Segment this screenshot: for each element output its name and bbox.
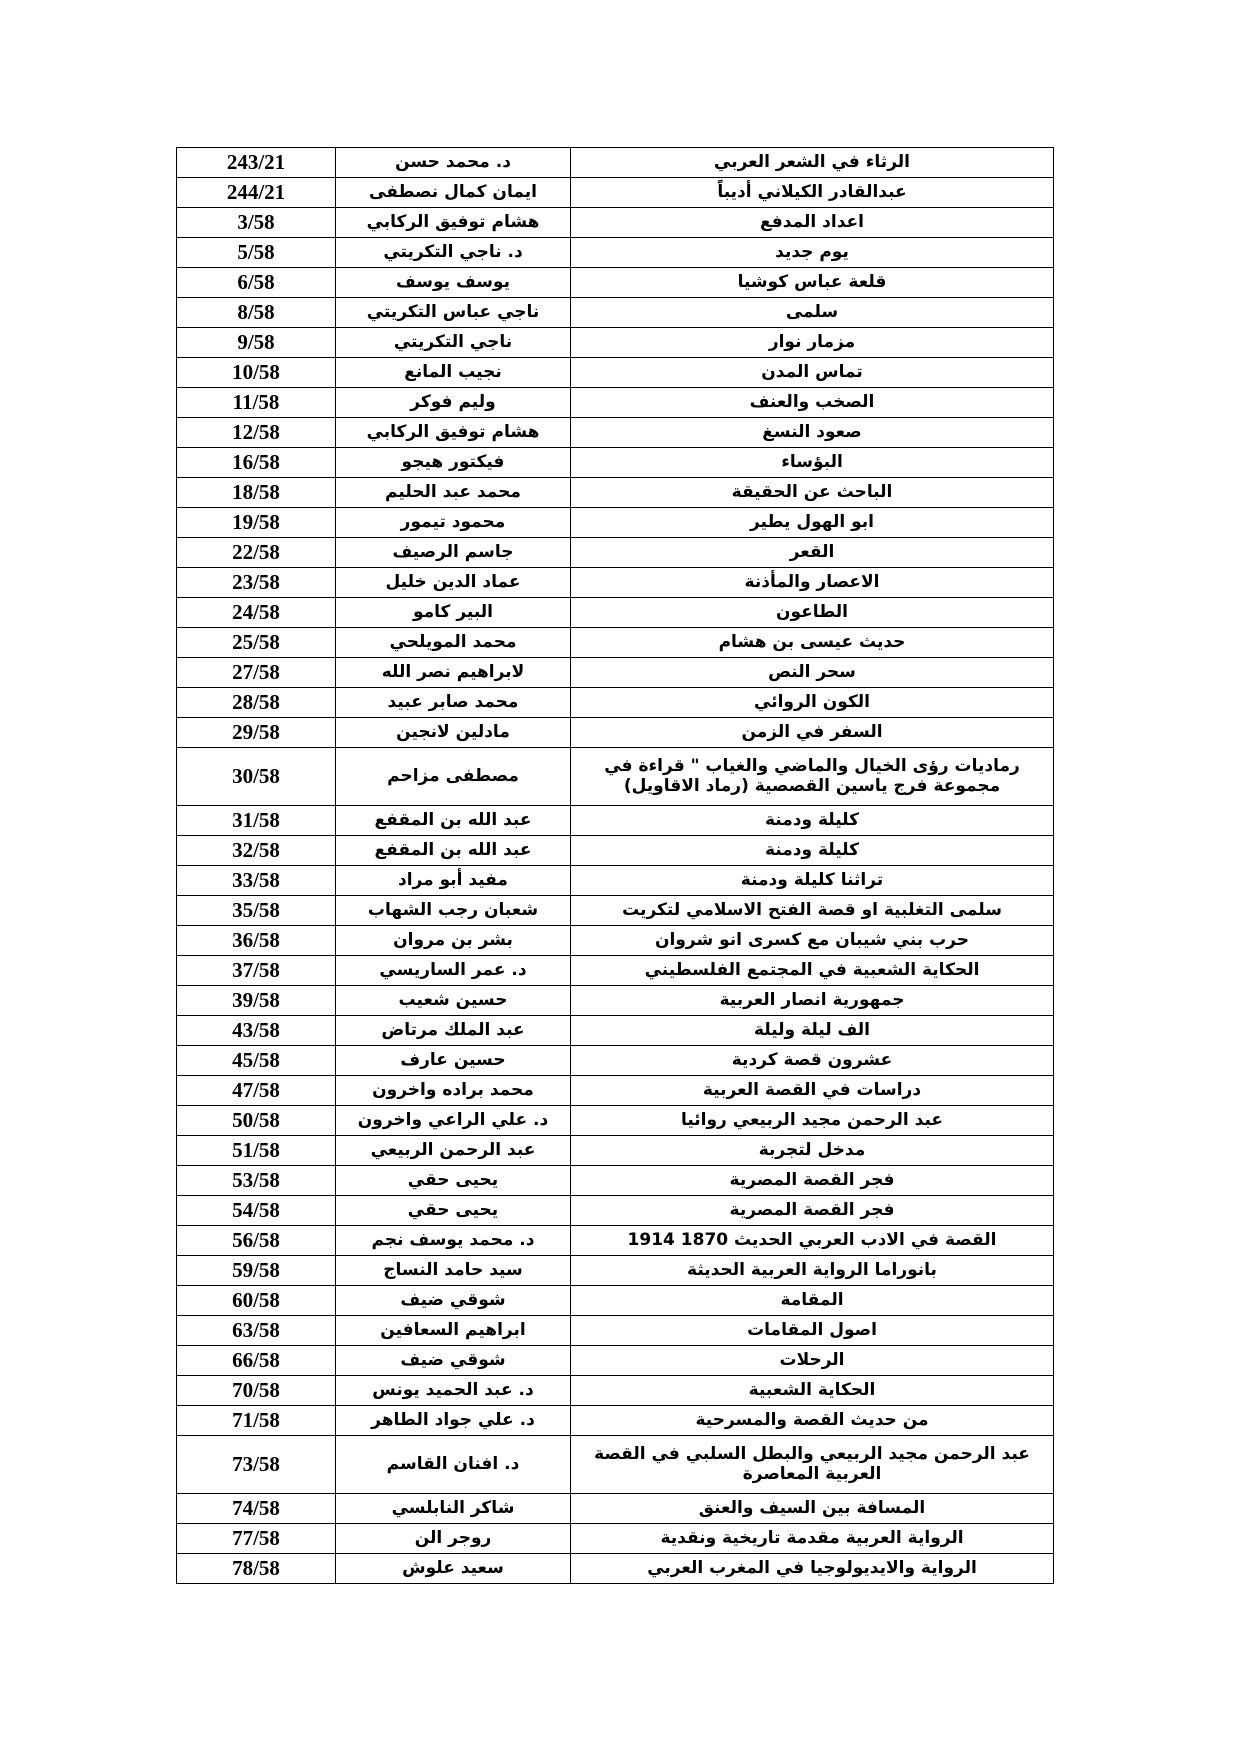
title-cell: سلمى التغلبية او قصة الفتح الاسلامي لتكريت (571, 896, 1054, 926)
code-cell: 18/58 (177, 478, 336, 508)
table-row (177, 1524, 1054, 1554)
title-cell: مدخل لتجربة (571, 1136, 1054, 1166)
title-cell: الصخب والعنف (571, 388, 1054, 418)
title-cell: من حديث القصة والمسرحية (571, 1406, 1054, 1436)
title-cell: كليلة ودمنة (571, 836, 1054, 866)
title-cell: عبد الرحمن مجيد الربيعي روائيا (571, 1106, 1054, 1136)
code-cell: 243/21 (177, 148, 336, 178)
code-cell: 9/58 (177, 328, 336, 358)
title-cell: الكون الروائي (571, 688, 1054, 718)
author-cell: مصطفى مزاحم (336, 748, 571, 806)
code-cell: 53/58 (177, 1166, 336, 1196)
code-cell: 59/58 (177, 1256, 336, 1286)
title-cell: تراثنا كليلة ودمنة (571, 866, 1054, 896)
table-row (177, 268, 1054, 298)
catalog-table (176, 147, 1054, 1584)
title-cell: ابو الهول يطير (571, 508, 1054, 538)
author-cell: لابراهيم نصر الله (336, 658, 571, 688)
table-row (177, 1436, 1054, 1494)
author-cell: محمد المويلحي (336, 628, 571, 658)
table-row (177, 836, 1054, 866)
table-row (177, 568, 1054, 598)
author-cell: د. محمد حسن (336, 148, 571, 178)
table-row (177, 178, 1054, 208)
code-cell: 50/58 (177, 1106, 336, 1136)
code-cell: 35/58 (177, 896, 336, 926)
title-cell: الحكاية الشعبية في المجتمع الفلسطيني (571, 956, 1054, 986)
title-cell: الاعصار والمأذنة (571, 568, 1054, 598)
code-cell: 45/58 (177, 1046, 336, 1076)
table-row (177, 508, 1054, 538)
table-row (177, 866, 1054, 896)
title-cell: الف ليلة وليلة (571, 1016, 1054, 1046)
code-cell: 33/58 (177, 866, 336, 896)
table-row (177, 358, 1054, 388)
title-cell: المسافة بين السيف والعنق (571, 1494, 1054, 1524)
title-cell: الرثاء في الشعر العربي (571, 148, 1054, 178)
code-cell: 54/58 (177, 1196, 336, 1226)
title-cell: اعداد المدفع (571, 208, 1054, 238)
title-cell: فجر القصة المصرية (571, 1196, 1054, 1226)
code-cell: 244/21 (177, 178, 336, 208)
title-cell: عشرون قصة كردية (571, 1046, 1054, 1076)
code-cell: 56/58 (177, 1226, 336, 1256)
author-cell: شوقي ضيف (336, 1286, 571, 1316)
code-cell: 66/58 (177, 1346, 336, 1376)
title-cell: سحر النص (571, 658, 1054, 688)
code-cell: 39/58 (177, 986, 336, 1016)
table-row (177, 1226, 1054, 1256)
table-row (177, 926, 1054, 956)
author-cell: مادلين لانجين (336, 718, 571, 748)
table-row (177, 298, 1054, 328)
author-cell: ناجي التكريتي (336, 328, 571, 358)
table-row (177, 806, 1054, 836)
table-row (177, 598, 1054, 628)
table-row (177, 1016, 1054, 1046)
author-cell: وليم فوكر (336, 388, 571, 418)
author-cell: مفيد أبو مراد (336, 866, 571, 896)
author-cell: ايمان كمال نصطفى (336, 178, 571, 208)
code-cell: 78/58 (177, 1554, 336, 1584)
code-cell: 24/58 (177, 598, 336, 628)
title-cell: حرب بني شيبان مع كسرى انو شروان (571, 926, 1054, 956)
code-cell: 74/58 (177, 1494, 336, 1524)
code-cell: 73/58 (177, 1436, 336, 1494)
author-cell: نجيب المانع (336, 358, 571, 388)
title-cell: المقامة (571, 1286, 1054, 1316)
author-cell: ابراهيم السعافين (336, 1316, 571, 1346)
code-cell: 60/58 (177, 1286, 336, 1316)
author-cell: د. عمر الساريسي (336, 956, 571, 986)
table-row (177, 896, 1054, 926)
table-row (177, 478, 1054, 508)
author-cell: عبد الله بن المقفع (336, 806, 571, 836)
code-cell: 43/58 (177, 1016, 336, 1046)
author-cell: د. محمد يوسف نجم (336, 1226, 571, 1256)
table-row (177, 748, 1054, 806)
title-cell: اصول المقامات (571, 1316, 1054, 1346)
table-row (177, 1166, 1054, 1196)
table-row (177, 208, 1054, 238)
code-cell: 77/58 (177, 1524, 336, 1554)
table-row (177, 986, 1054, 1016)
code-cell: 47/58 (177, 1076, 336, 1106)
table-row (177, 688, 1054, 718)
author-cell: جاسم الرصيف (336, 538, 571, 568)
code-cell: 23/58 (177, 568, 336, 598)
table-row (177, 388, 1054, 418)
author-cell: عماد الدين خليل (336, 568, 571, 598)
table-row (177, 448, 1054, 478)
code-cell: 11/58 (177, 388, 336, 418)
code-cell: 71/58 (177, 1406, 336, 1436)
code-cell: 25/58 (177, 628, 336, 658)
code-cell: 27/58 (177, 658, 336, 688)
code-cell: 32/58 (177, 836, 336, 866)
author-cell: د. ناجي التكريتي (336, 238, 571, 268)
author-cell: يحيى حقي (336, 1166, 571, 1196)
table-row (177, 1406, 1054, 1436)
author-cell: محمود تيمور (336, 508, 571, 538)
title-cell: حديث عيسى بن هشام (571, 628, 1054, 658)
code-cell: 31/58 (177, 806, 336, 836)
code-cell: 28/58 (177, 688, 336, 718)
code-cell: 22/58 (177, 538, 336, 568)
author-cell: د. افنان القاسم (336, 1436, 571, 1494)
author-cell: فيكتور هيجو (336, 448, 571, 478)
author-cell: د. علي جواد الطاهر (336, 1406, 571, 1436)
code-cell: 16/58 (177, 448, 336, 478)
table-row (177, 1286, 1054, 1316)
author-cell: محمد صابر عبيد (336, 688, 571, 718)
title-cell: مزمار نوار (571, 328, 1054, 358)
table-row (177, 1136, 1054, 1166)
title-cell: الباحث عن الحقيقة (571, 478, 1054, 508)
title-cell: بانوراما الرواية العربية الحديثة (571, 1256, 1054, 1286)
author-cell: د. علي الراعي واخرون (336, 1106, 571, 1136)
table-row (177, 1376, 1054, 1406)
table-row (177, 1494, 1054, 1524)
author-cell: محمد براده واخرون (336, 1076, 571, 1106)
title-cell: كليلة ودمنة (571, 806, 1054, 836)
title-cell: القعر (571, 538, 1054, 568)
table-row (177, 628, 1054, 658)
title-cell: الطاعون (571, 598, 1054, 628)
title-cell: فجر القصة المصرية (571, 1166, 1054, 1196)
table-row (177, 1196, 1054, 1226)
table-row (177, 1316, 1054, 1346)
author-cell: عبد الله بن المقفع (336, 836, 571, 866)
author-cell: شوقي ضيف (336, 1346, 571, 1376)
title-cell: البؤساء (571, 448, 1054, 478)
author-cell: يوسف يوسف (336, 268, 571, 298)
title-cell: السفر في الزمن (571, 718, 1054, 748)
author-cell: شعبان رجب الشهاب (336, 896, 571, 926)
code-cell: 10/58 (177, 358, 336, 388)
author-cell: سيد حامد النساج (336, 1256, 571, 1286)
author-cell: ناجي عباس التكريتي (336, 298, 571, 328)
title-cell: القصة في الادب العربي الحديث 1870 1914 (571, 1226, 1054, 1256)
table-row (177, 538, 1054, 568)
code-cell: 30/58 (177, 748, 336, 806)
author-cell: يحيى حقي (336, 1196, 571, 1226)
code-cell: 51/58 (177, 1136, 336, 1166)
title-cell: رماديات رؤى الخيال والماضي والغياب " قراءة في مجموعة فرج ياسين القصصية (رماد الاقاويل) (571, 748, 1054, 806)
code-cell: 29/58 (177, 718, 336, 748)
author-cell: حسين عارف (336, 1046, 571, 1076)
author-cell: عبد الملك مرتاض (336, 1016, 571, 1046)
author-cell: شاكر النابلسي (336, 1494, 571, 1524)
table-row (177, 658, 1054, 688)
code-cell: 6/58 (177, 268, 336, 298)
code-cell: 37/58 (177, 956, 336, 986)
table-row (177, 148, 1054, 178)
author-cell: سعيد علوش (336, 1554, 571, 1584)
catalog-body (177, 148, 1054, 1584)
author-cell: عبد الرحمن الربيعي (336, 1136, 571, 1166)
title-cell: الرواية العربية مقدمة تاريخية ونقدية (571, 1524, 1054, 1554)
table-row (177, 1346, 1054, 1376)
author-cell: بشر بن مروان (336, 926, 571, 956)
author-cell: هشام توفيق الركابي (336, 208, 571, 238)
code-cell: 70/58 (177, 1376, 336, 1406)
author-cell: البير كامو (336, 598, 571, 628)
code-cell: 5/58 (177, 238, 336, 268)
author-cell: د. عبد الحميد يونس (336, 1376, 571, 1406)
code-cell: 63/58 (177, 1316, 336, 1346)
title-cell: عبد الرحمن مجيد الربيعي والبطل السلبي في القصة العربية المعاصرة (571, 1436, 1054, 1494)
title-cell: عبدالقادر الكيلاني أديباً (571, 178, 1054, 208)
code-cell: 8/58 (177, 298, 336, 328)
author-cell: حسين شعيب (336, 986, 571, 1016)
table-row (177, 1256, 1054, 1286)
table-row (177, 328, 1054, 358)
title-cell: الحكاية الشعبية (571, 1376, 1054, 1406)
title-cell: صعود النسغ (571, 418, 1054, 448)
table-row (177, 418, 1054, 448)
table-row (177, 1554, 1054, 1584)
title-cell: دراسات في القصة العربية (571, 1076, 1054, 1106)
table-row (177, 1076, 1054, 1106)
author-cell: محمد عبد الحليم (336, 478, 571, 508)
table-row (177, 1106, 1054, 1136)
code-cell: 19/58 (177, 508, 336, 538)
table-row (177, 956, 1054, 986)
title-cell: يوم جديد (571, 238, 1054, 268)
title-cell: قلعة عباس كوشيا (571, 268, 1054, 298)
code-cell: 12/58 (177, 418, 336, 448)
author-cell: هشام توفيق الركابي (336, 418, 571, 448)
author-cell: روجر الن (336, 1524, 571, 1554)
table-row (177, 718, 1054, 748)
title-cell: تماس المدن (571, 358, 1054, 388)
title-cell: الرحلات (571, 1346, 1054, 1376)
code-cell: 36/58 (177, 926, 336, 956)
table-row (177, 238, 1054, 268)
title-cell: سلمى (571, 298, 1054, 328)
table-row (177, 1046, 1054, 1076)
code-cell: 3/58 (177, 208, 336, 238)
title-cell: جمهورية انصار العربية (571, 986, 1054, 1016)
title-cell: الرواية والايديولوجيا في المغرب العربي (571, 1554, 1054, 1584)
